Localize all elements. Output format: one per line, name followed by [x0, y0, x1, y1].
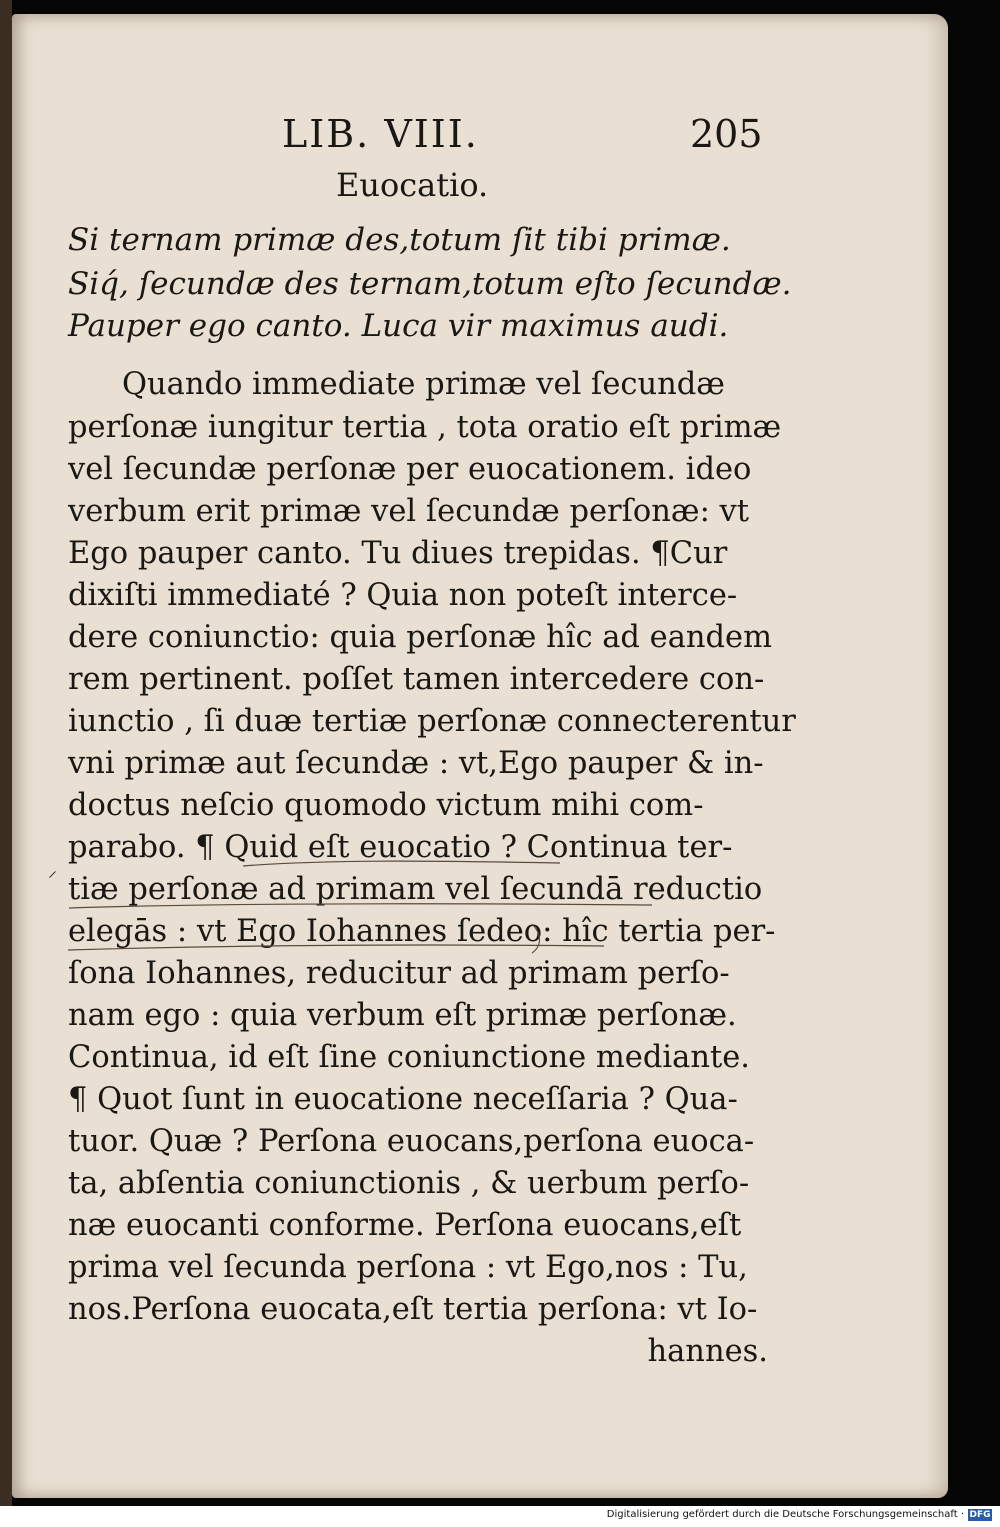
body-line: Ego pauper canto. Tu diues trepidas. ¶Cur [68, 536, 728, 571]
book-edge [0, 0, 12, 1527]
page-number: 205 [690, 112, 763, 156]
body-line: Quando immediate primæ vel ſecundæ [122, 367, 725, 402]
verse-line: Siq́, ſecundæ des ternam,totum eſto ſecundæ. [68, 266, 792, 302]
body-line-last: hannes. [647, 1334, 768, 1369]
body-line: rem pertinent. poſſet tamen intercedere con- [68, 662, 765, 697]
body-line: parabo. ¶ Quid eſt euocatio ? Continua ter- [68, 830, 733, 865]
body-line: dixiſti immediaté ? Quia non poteſt interce- [68, 578, 738, 613]
body-line: nam ego : quia verbum eſt primæ perſonæ. [68, 998, 737, 1033]
verse-line: Pauper ego canto. Luca vir maximus audi. [68, 308, 729, 344]
body-line: doctus neſcio quomodo victum mihi com- [68, 788, 704, 823]
footer-credit: Digitalisierung gefördert durch die Deutsche Forschungsgemeinschaft · [606, 1509, 964, 1520]
body-line: nos.Perſona euocata,eſt tertia perſona: vt Io- [68, 1292, 758, 1327]
running-header-book: LIB. VIII. [282, 112, 479, 156]
body-line: ta, abſentia coniunctionis , & uerbum perſo- [68, 1166, 750, 1201]
body-line: elegās : vt Ego Iohannes ſedeo: hîc tertia per- [68, 914, 776, 949]
body-line: prima vel ſecunda perſona : vt Ego,nos : Tu, [68, 1250, 748, 1285]
body-line: dere coniunctio: quia perſonæ hîc ad eandem [68, 620, 773, 655]
body-line: perſonæ iungitur tertia , tota oratio eſt primæ [68, 410, 782, 445]
body-line: næ euocanti conforme. Perſona euocans,eſt [68, 1208, 742, 1243]
margin-mark: ⸍ [48, 868, 57, 889]
body-line: verbum erit primæ vel ſecundæ perſonæ: vt [68, 494, 750, 529]
section-title: Euocatio. [336, 166, 489, 204]
body-line: vni primæ aut ſecundæ : vt,Ego pauper & in- [68, 746, 764, 781]
body-line: Continua, id eſt ſine coniunctione mediante. [68, 1040, 750, 1075]
body-line: iunctio , ſi duæ tertiæ perſonæ connecterentur [68, 704, 796, 739]
body-line: vel ſecundæ perſonæ per euocationem. ideo [68, 452, 752, 487]
body-line: tuor. Quæ ? Perſona euocans,perſona euoca- [68, 1124, 755, 1159]
body-line: ſona Iohannes, reducitur ad primam perſo- [68, 956, 730, 991]
verse-line: Si ternam primæ des,totum ſit tibi primæ. [68, 222, 731, 258]
body-line: ¶ Quot ſunt in euocatione neceſſaria ? Qua- [68, 1082, 738, 1117]
body-line: tiæ perſonæ ad primam vel ſecundā reductio [68, 872, 763, 907]
dfg-logo: DFG [969, 1510, 991, 1520]
